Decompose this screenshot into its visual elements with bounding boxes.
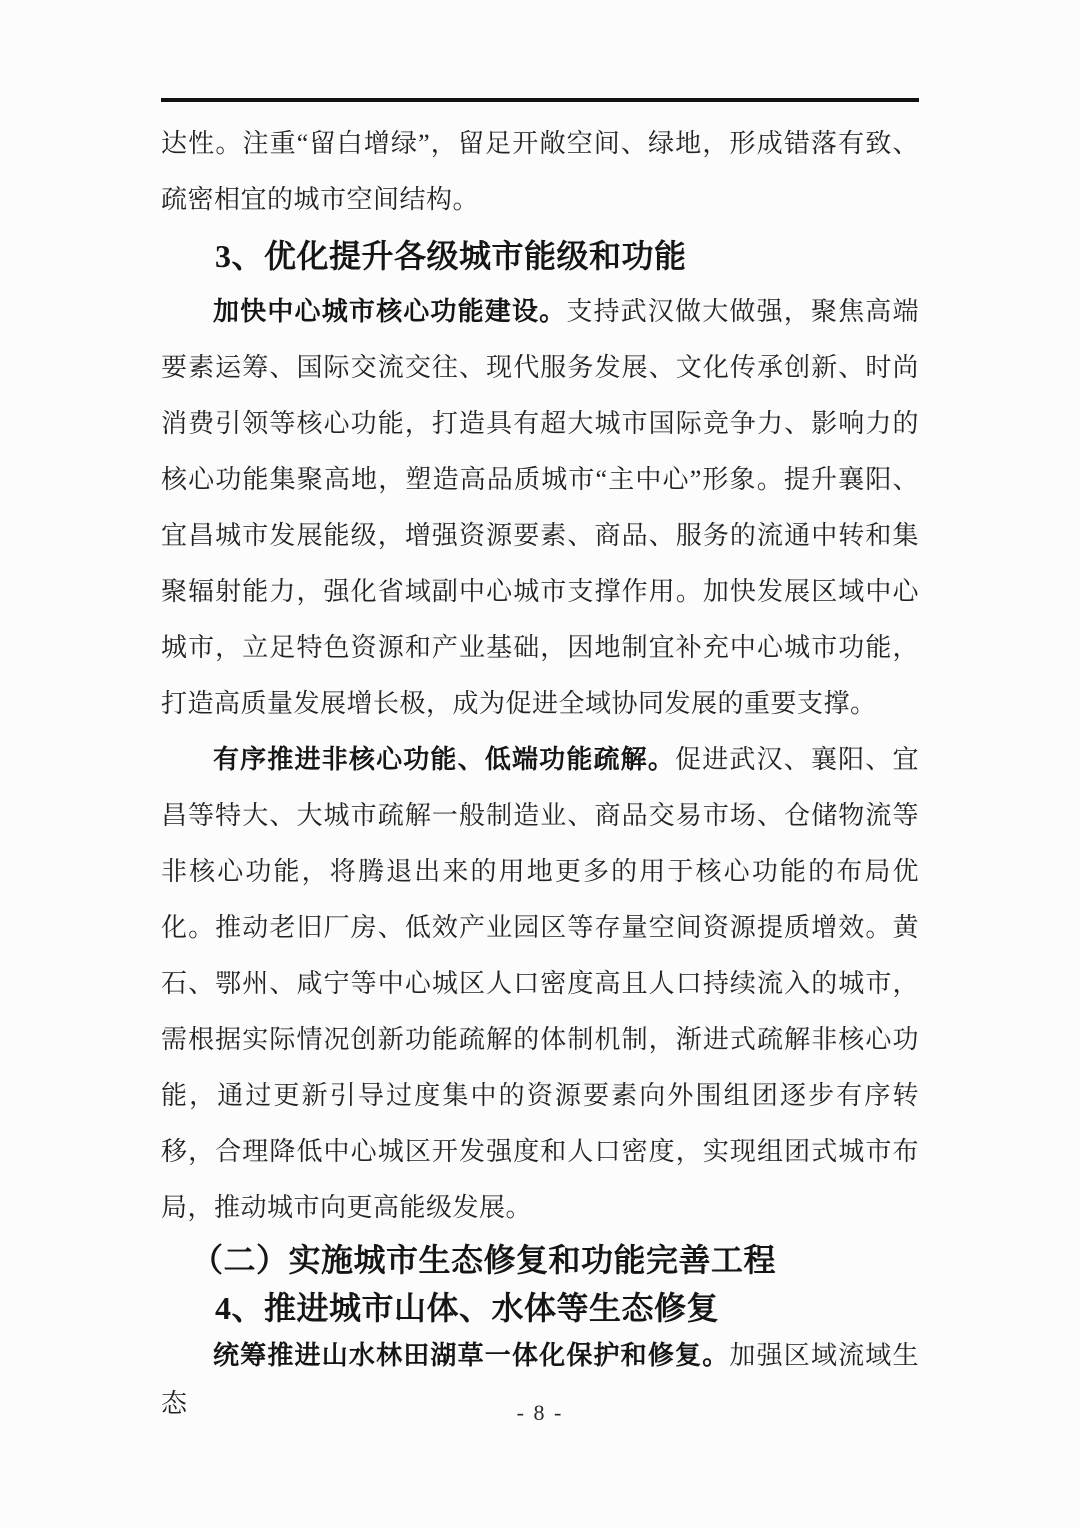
body-paragraph (161, 116, 919, 228)
paragraph-text: 支持武汉做大做强，聚焦高端要素运筹、国际交流交往、现代服务发展、文化传承创新、时尚消费引领等核心功能，打造具有超大城市国际竞争力、影响力的核心功能集聚高地，塑造高品质城市“主中心”形象。提升襄阳、宜昌城市发展能级，增强资源要素、商品、服务的流通中转和集聚辐射能力，强化省域副中心城市支撑作用。加快发展区域中心城市，立足特色资源和产业基础，因地制宜补充中心城市功能，打造高质量发展增长极，成为促进全域协同发展的重要支撑。 (161, 297, 919, 718)
body-paragraph (161, 284, 919, 732)
bold-lead-text: 统筹推进山水林田湖草一体化保护和修复。 (213, 1341, 730, 1370)
document-content (161, 116, 919, 1428)
section-heading (161, 1236, 919, 1284)
body-paragraph (161, 732, 919, 1236)
bold-lead-text: 3、优化提升各级城市能级和功能 (215, 238, 687, 274)
bold-lead-text: 加快中心城市核心功能建设。 (213, 297, 567, 326)
bold-lead-text: （二）实施城市生态修复和功能完善工程 (191, 1242, 777, 1278)
sub-heading (161, 1284, 919, 1332)
bold-lead-text: 有序推进非核心功能、低端功能疏解。 (213, 745, 676, 774)
page-number: - 8 - (516, 1400, 564, 1425)
paragraph-text: 促进武汉、襄阳、宜昌等特大、大城市疏解一般制造业、商品交易市场、仓储物流等非核心功能，将腾退出来的用地更多的用于核心功能的布局优化。推动老旧厂房、低效产业园区等存量空间资源提质增效。黄石、鄂州、咸宁等中心城区人口密度高且人口持续流入的城市，需根据实际情况创新功能疏解的体制机制，渐进式疏解非核心功能，通过更新引导过度集中的资源要素向外围组团逐步有序转移，合理降低中心城区开发强度和人口密度，实现组团式城市布局，推动城市向更高能级发展。 (161, 745, 919, 1222)
header-rule (161, 98, 919, 102)
paragraph-text: 加强区域流域生态 (161, 1341, 919, 1418)
sub-heading (161, 228, 919, 284)
paragraph-text: 达性。注重“留白增绿”，留足开敞空间、绿地，形成错落有致、疏密相宜的城市空间结构。 (161, 129, 919, 214)
bold-lead-text: 4、推进城市山体、水体等生态修复 (215, 1290, 720, 1326)
